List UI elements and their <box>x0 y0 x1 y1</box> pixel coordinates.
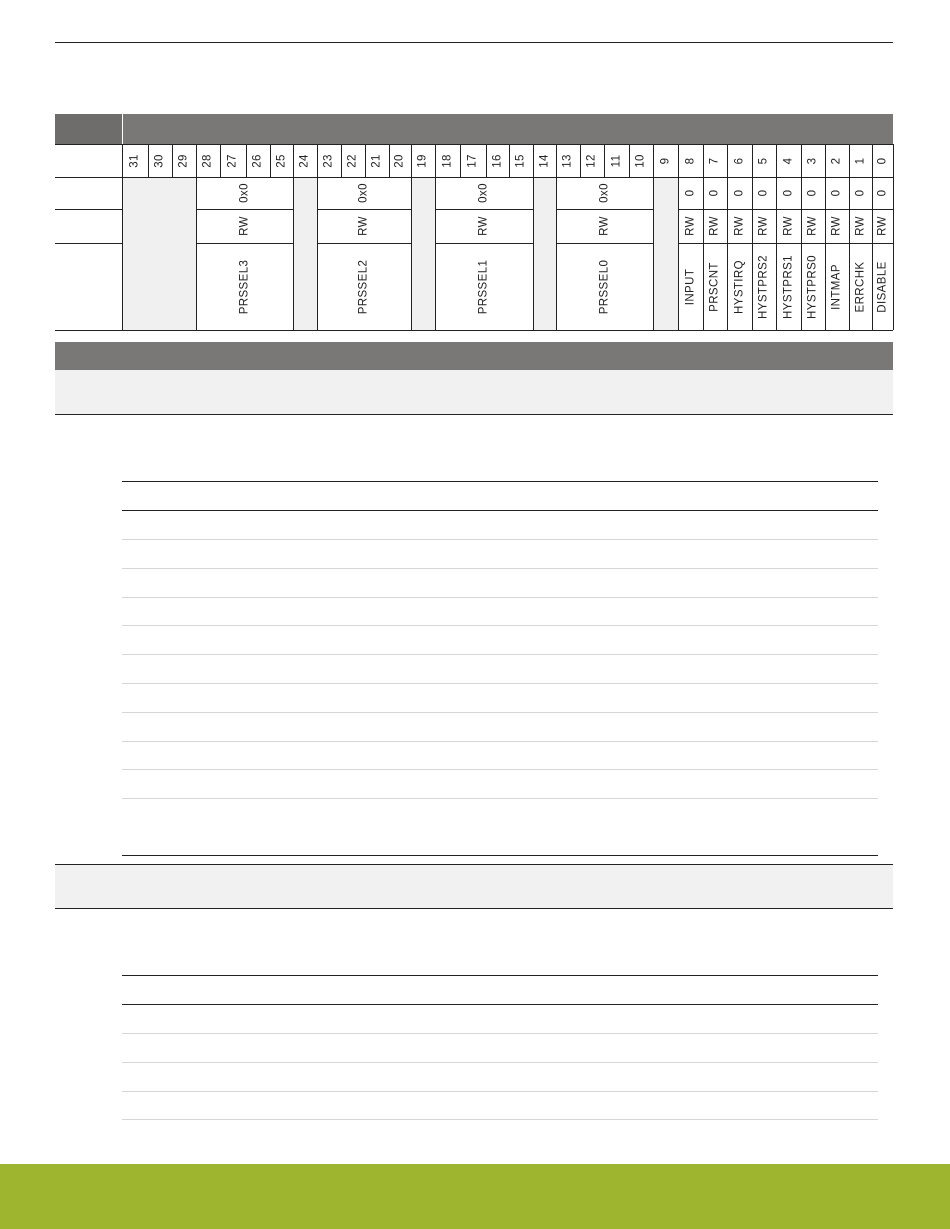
field-name: HYSTIRQ <box>732 259 745 314</box>
table-rule <box>776 144 777 177</box>
bit-number: 30 <box>153 153 166 168</box>
bit-number: 5 <box>757 157 770 164</box>
table-rule <box>727 144 728 177</box>
table-rule <box>122 855 878 856</box>
field-reset-value: 0 <box>853 189 866 197</box>
field-name: PRSSEL1 <box>477 259 490 314</box>
reserved-bits-shade <box>294 178 317 330</box>
field-reset-value: 0 <box>757 189 770 197</box>
field-access-type: RW <box>732 216 745 236</box>
bit-number: 19 <box>416 153 429 168</box>
field-reset-value: 0 <box>732 189 745 197</box>
field-reset-value: 0x0 <box>597 183 610 203</box>
table-rule <box>246 144 247 177</box>
table-rule <box>389 144 390 177</box>
table-rule <box>801 144 802 177</box>
table-rule <box>55 330 893 331</box>
field-name: HYSTPRS0 <box>806 254 819 319</box>
table-rule <box>460 144 461 177</box>
reserved-bits-shade <box>534 178 556 330</box>
register-header-label-cell <box>55 114 122 144</box>
bit-number: 21 <box>370 153 383 168</box>
field-name: PRSSEL2 <box>357 259 370 314</box>
table-rule <box>752 177 753 330</box>
table-rule <box>533 144 534 177</box>
field-access-type: RW <box>683 216 696 236</box>
table-rule <box>533 177 534 330</box>
table-rule <box>653 177 654 330</box>
table-rule <box>293 177 294 330</box>
table-row-divider <box>122 654 878 655</box>
bit-number: 18 <box>440 153 453 168</box>
table-row-divider <box>122 741 878 742</box>
bit-number: 10 <box>634 153 647 168</box>
bit-number: 24 <box>298 153 311 168</box>
table-rule <box>341 144 342 177</box>
footer-band <box>0 1164 950 1229</box>
field-reset-value: 0 <box>708 189 721 197</box>
table-row-divider <box>122 597 878 598</box>
field-access-type: RW <box>875 216 888 236</box>
table-rule <box>435 177 436 330</box>
table-rule <box>122 177 123 330</box>
table-rule <box>220 144 221 177</box>
bit-number: 20 <box>393 153 406 168</box>
table-rule <box>849 177 850 330</box>
table-rule <box>365 144 366 177</box>
table-rule <box>55 144 893 145</box>
table-row-divider <box>122 568 878 569</box>
table-rule <box>122 510 878 511</box>
table-rule <box>122 1004 878 1005</box>
table-rule <box>653 144 654 177</box>
table-rule <box>556 144 557 177</box>
reserved-bits-shade <box>412 178 435 330</box>
table-rule <box>893 144 894 177</box>
table-rule <box>893 177 894 330</box>
field-name: PRSSEL3 <box>237 259 250 314</box>
table-rule <box>122 144 123 177</box>
field-reset-value: 0 <box>683 189 696 197</box>
table-row-divider <box>122 1062 878 1063</box>
table-rule <box>629 144 630 177</box>
table-row-divider <box>122 1033 878 1034</box>
table-rule <box>556 177 557 330</box>
table-rule <box>435 144 436 177</box>
field-access-type: RW <box>806 216 819 236</box>
bit-number: 29 <box>177 153 190 168</box>
field-name: DISABLE <box>875 260 888 313</box>
table-rule <box>580 144 581 177</box>
bit-number: 16 <box>490 153 503 168</box>
table-rule <box>122 975 878 976</box>
reserved-bits-shade <box>654 178 678 330</box>
bit-number: 26 <box>251 153 264 168</box>
table-rule <box>270 144 271 177</box>
table-row-divider <box>122 625 878 626</box>
table-rule <box>148 144 149 177</box>
field-access-type: RW <box>477 216 490 236</box>
field-access-type: RW <box>708 216 721 236</box>
table-rule <box>196 144 197 177</box>
table-rule <box>703 144 704 177</box>
bit-number: 11 <box>609 154 622 167</box>
field-name: INTMAP <box>830 263 843 310</box>
table-rule <box>678 144 679 177</box>
top-rule <box>55 42 893 43</box>
bit-number: 0 <box>875 157 888 164</box>
table-rule <box>678 177 679 330</box>
table-rule <box>509 144 510 177</box>
table-rule <box>825 177 826 330</box>
field-name: PRSSEL0 <box>597 259 610 314</box>
bit-number: 25 <box>274 153 287 168</box>
row-divider <box>55 908 893 909</box>
bit-number: 1 <box>853 157 866 164</box>
bit-number: 31 <box>128 153 141 168</box>
field-access-type: RW <box>853 216 866 236</box>
field-reset-value: 0 <box>806 189 819 197</box>
table-rule <box>293 144 294 177</box>
register-header-bar <box>123 114 893 144</box>
table-rule <box>411 177 412 330</box>
description-shaded-row <box>55 370 893 414</box>
bit-number: 4 <box>781 157 794 164</box>
table-row-divider <box>122 712 878 713</box>
bit-number: 8 <box>683 157 696 164</box>
bit-number: 6 <box>732 157 745 164</box>
field-reset-value: 0 <box>830 189 843 197</box>
table-row-divider <box>122 539 878 540</box>
reserved-bits-shade <box>123 178 196 330</box>
field-reset-value: 0 <box>875 189 888 197</box>
table-rule <box>849 144 850 177</box>
bit-number: 15 <box>514 153 527 168</box>
table-rule <box>122 481 878 482</box>
table-row-divider <box>122 1119 878 1120</box>
field-reset-value: 0x0 <box>477 183 490 203</box>
bit-number: 7 <box>708 157 721 164</box>
field-access-type: RW <box>781 216 794 236</box>
bit-number: 28 <box>201 153 214 168</box>
field-access-type: RW <box>830 216 843 236</box>
table-row-divider <box>122 683 878 684</box>
bit-number: 27 <box>226 153 239 168</box>
register-bit-table <box>55 114 893 330</box>
table-rule <box>825 144 826 177</box>
field-name: ERRCHK <box>853 261 866 312</box>
bit-number: 14 <box>537 153 550 168</box>
table-rule <box>317 177 318 330</box>
row-divider <box>55 414 893 415</box>
bit-number: 17 <box>466 153 479 168</box>
table-rule <box>776 177 777 330</box>
field-reset-value: 0 <box>781 189 794 197</box>
bit-number: 23 <box>322 153 335 168</box>
bit-number: 2 <box>830 157 843 164</box>
table-rule <box>727 177 728 330</box>
field-access-type: RW <box>597 216 610 236</box>
field-description-header <box>55 342 893 370</box>
field-access-type: RW <box>357 216 370 236</box>
bit-number: 12 <box>585 153 598 168</box>
field-reset-value: 0x0 <box>357 183 370 203</box>
table-rule <box>196 177 197 330</box>
table-rule <box>752 144 753 177</box>
field-reset-value: 0x0 <box>237 183 250 203</box>
field-name: PRSCNT <box>708 261 721 312</box>
field-name: HYSTPRS2 <box>757 254 770 319</box>
field-name: INPUT <box>683 268 696 305</box>
bit-number: 3 <box>806 157 819 164</box>
description-shaded-row <box>55 865 893 908</box>
table-rule <box>317 144 318 177</box>
field-access-type: RW <box>757 216 770 236</box>
table-row-divider <box>122 1091 878 1092</box>
table-rule <box>872 177 873 330</box>
table-rule <box>486 144 487 177</box>
table-rule <box>604 144 605 177</box>
field-access-type: RW <box>237 216 250 236</box>
bit-number: 13 <box>561 153 574 168</box>
table-rule <box>872 144 873 177</box>
table-row-divider <box>122 769 878 770</box>
bit-number: 9 <box>658 157 671 164</box>
table-rule <box>411 144 412 177</box>
table-row-divider <box>122 798 878 799</box>
table-rule <box>801 177 802 330</box>
table-rule <box>703 177 704 330</box>
table-rule <box>172 144 173 177</box>
field-name: HYSTPRS1 <box>781 254 794 319</box>
bit-number: 22 <box>346 153 359 168</box>
